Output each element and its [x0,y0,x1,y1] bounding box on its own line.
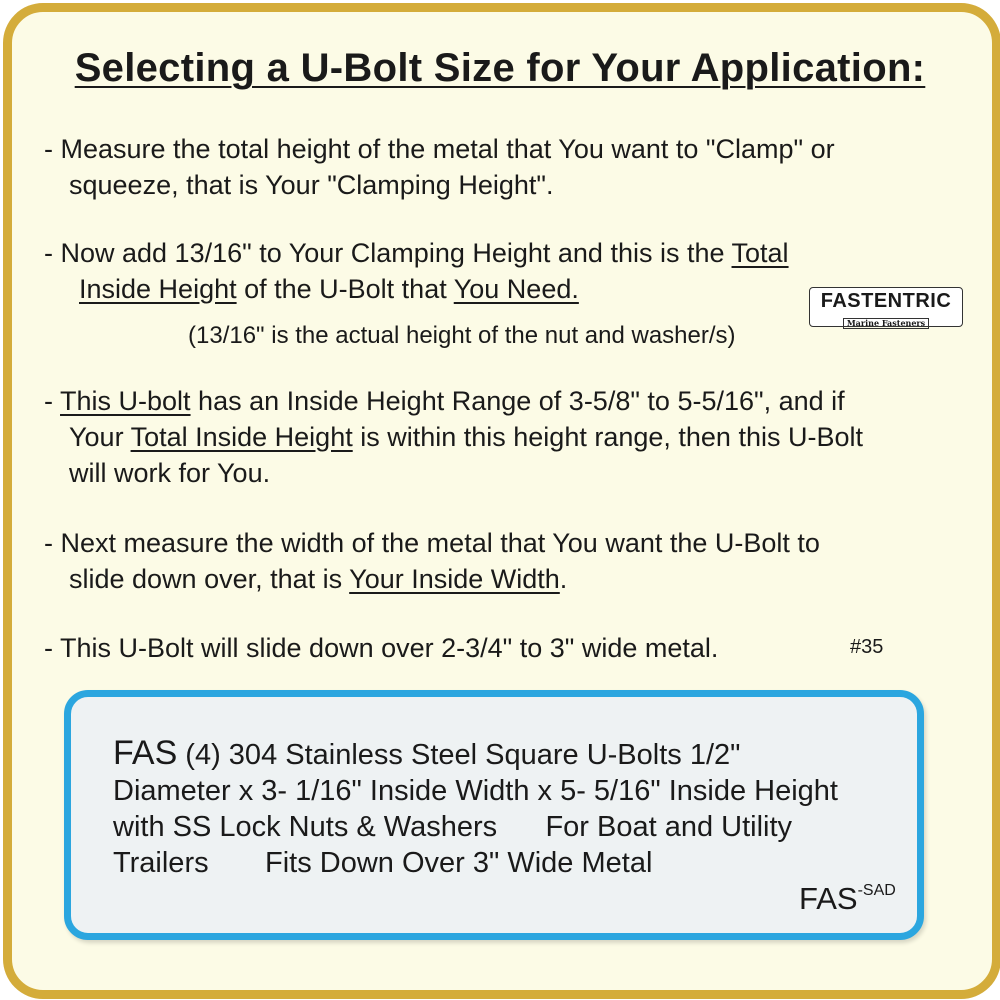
product-line2: Diameter x 3- 1/16" Inside Width x 5- 5/16" Inside Height [113,775,838,807]
instruction-4-line2 [44,561,820,597]
product-sku [799,881,896,917]
sku-main: FAS [799,881,858,916]
item-code: #35 [850,636,884,658]
instruction-3-dash: - [44,386,61,416]
instruction-2-text-a: - Now add 13/16" to Your Clamping Height and this is the [44,238,732,268]
instruction-2-you-need: You Need. [453,274,579,304]
instruction-1-line2: squeeze, that is Your "Clamping Height". [69,170,554,200]
logo-tagline: Marine Fasteners [843,318,929,329]
instruction-4 [44,525,820,597]
instruction-3 [44,383,863,491]
product-description [113,735,838,881]
instruction-2-total: Total [731,238,789,268]
sku-suffix: -SAD [857,882,896,899]
product-line4: Trailers Fits Down Over 3" Wide Metal [113,847,653,879]
product-line1 [113,735,838,773]
instruction-1 [44,131,835,203]
fastentric-logo [809,287,963,327]
instruction-3-your: Your [69,422,131,452]
instruction-2 [44,235,789,307]
instruction-4-inside-width: Your Inside Width [349,564,560,594]
instruction-3-text-c: is within this height range, then this U-Bolt [352,422,863,452]
instruction-3-line3: will work for You. [69,458,271,488]
instruction-3-text-b: has an Inside Height Range of 3-5/8" to 5-5/16", and if [190,386,845,416]
product-line3: with SS Lock Nuts & Washers For Boat and Utility [113,811,793,843]
product-brand: FAS [113,734,178,772]
instruction-5-line1: - This U-Bolt will slide down over 2-3/4" to 3" wide metal. [44,633,719,663]
instruction-4-line1: - Next measure the width of the metal that You want the U-Bolt to [44,528,820,558]
product-box [64,690,924,940]
instruction-1-line1: - Measure the total height of the metal that You want to "Clamp" or [44,134,835,164]
instruction-2-text-b: of the U-Bolt that [236,274,454,304]
instruction-3-total-inside-height: Total Inside Height [130,422,353,452]
instruction-2-line2 [44,271,789,307]
instruction-3-line1 [44,383,863,419]
logo-name: FASTENTRIC [820,290,952,312]
instruction-4-text-a: slide down over, that is [69,564,350,594]
instruction-3-this-ubolt: This U-bolt [60,386,191,416]
title-text: Selecting a U-Bolt Size for Your Application: [74,46,926,90]
page-title [0,46,1000,91]
instruction-2-inside-height: Inside Height [79,274,237,304]
instruction-4-period: . [559,564,568,594]
instruction-2-line1 [44,235,789,271]
instruction-5 [44,630,718,666]
product-line1-text: (4) 304 Stainless Steel Square U-Bolts 1/2" [177,739,741,771]
nut-washer-note: (13/16" is the actual height of the nut and washer/s) [188,322,736,349]
instruction-3-line2 [44,419,863,455]
